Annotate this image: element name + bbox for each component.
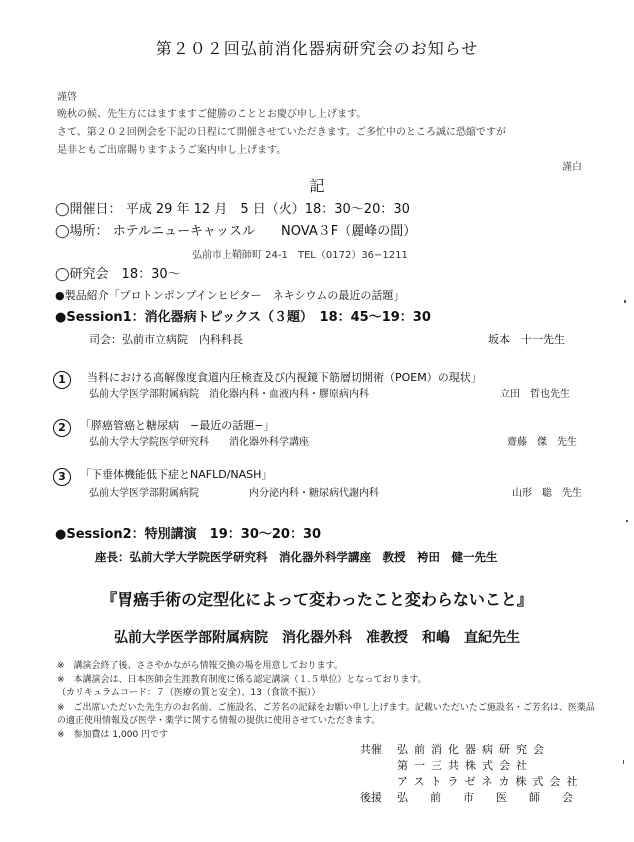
cohost-label: 共催 xyxy=(360,743,382,756)
note-2: ※ 本講演会は、日本医師会生涯教育制度に係る認定講演（１.５単位）となっております。 xyxy=(57,675,427,685)
talk-3-affiliation: 弘前大学医学部附属病院 内分泌内科・糖尿病代謝内科 xyxy=(89,488,379,499)
talk-2-affiliation: 弘前大学大学院医学研究科 消化器外科学講座 xyxy=(89,437,309,448)
talk-1-title: 当科における高解像度食道内圧検査及び内視鏡下筋層切開術（POEM）の現状」 xyxy=(87,371,482,384)
lecture-title: 『胃癌手術の定型化によって変わったこと変わらないこと』 xyxy=(101,590,533,609)
session2-chair: 座長：弘前大学大学院医学研究科 消化器外科学講座 教授 袴田 健一先生 xyxy=(95,550,498,564)
session1-heading: ●Session1：消化器病トピックス（３題） 18：45〜19：30 xyxy=(55,310,431,325)
greeting-line-2: さて、第２０２回例会を下記の日程にて開催させていただきます。ご多忙中のところ誠に恐縮ですが xyxy=(57,127,506,138)
talk-3-speaker: 山形 聡 先生 xyxy=(512,488,582,499)
event-product: ●製品紹介「プロトンポンプインヒビター ネキシウムの最近の話題」 xyxy=(55,289,405,302)
greeting-closing: 謹白 xyxy=(562,162,582,173)
talk-2-title: 「膵癌管癌と糖尿病 −最近の話題−」 xyxy=(80,419,275,432)
talk-2-speaker: 齋藤 傑 先生 xyxy=(507,437,577,448)
event-date-label: ◯開催日： xyxy=(55,202,122,217)
event-date-value: 平成 29 年 12 月 5 日（火）18：30〜20：30 xyxy=(125,202,410,217)
talk-3-number: 3 xyxy=(53,466,71,486)
talk-1-speaker: 立田 哲也先生 xyxy=(500,389,570,400)
talk-2-number: 2 xyxy=(53,417,71,437)
scan-speck xyxy=(623,760,624,764)
event-venue-label: ◯場所： xyxy=(55,224,109,239)
note-5: ※ 参加費は 1,000 円です xyxy=(57,730,169,740)
note-4: ※ ご出席いただいた先生方のお名前、ご施設名、ご芳名の記録をお願い申し上げます。記載いただいたご施設名・ご芳名は、医薬品の適正使用情報及び医学・薬学に関する情報の提供に使用させていただきます。 xyxy=(57,703,595,726)
ki-heading: 記 xyxy=(309,177,325,195)
lecture-speaker: 弘前大学医学部附属病院 消化器外科 准教授 和嶋 直紀先生 xyxy=(114,630,520,646)
page-title: 第２０２回弘前消化器病研究会のお知らせ xyxy=(155,39,479,58)
event-venue-value: ホテルニューキャッスル NOVA３F（麗峰の間） xyxy=(112,224,417,239)
cohost-2: 第一三共株式会社 xyxy=(397,759,533,772)
session1-chair-label: 司会：弘前市立病院 内科科長 xyxy=(89,333,243,346)
scan-speck xyxy=(624,300,626,303)
note-3: （カリキュラムコード：７（医療の質と安全）、13（食欲不振）） xyxy=(57,688,321,698)
talk-1-affiliation: 弘前大学医学部附属病院 消化器内科・血液内科・膠原病内科 xyxy=(89,389,369,400)
talk-1-number: 1 xyxy=(53,369,71,389)
event-date xyxy=(55,203,410,217)
event-venue xyxy=(55,225,416,239)
greeting-line-1: 晩秋の候、先生方にはますますご健勝のこととお慶び申し上げます。 xyxy=(57,109,367,120)
event-meeting: ◯研究会 18：30〜 xyxy=(55,267,181,282)
note-1: ※ 講演会終了後、ささやかながら情報交換の場を用意しております。 xyxy=(57,661,343,671)
event-address: 弘前市上鞘師町 24-1 TEL（0172）36−1211 xyxy=(192,250,408,261)
scan-speck xyxy=(626,520,628,522)
support-name: 弘前市医師会 xyxy=(397,791,595,804)
greeting-line-3: 是非ともご出席賜りますようご案内申し上げます。 xyxy=(57,145,287,156)
support-label: 後援 xyxy=(360,791,382,804)
greeting-opening: 謹啓 xyxy=(57,92,77,103)
session2-heading: ●Session2：特別講演 19：30〜20：30 xyxy=(55,527,322,542)
session1-chair-name: 坂本 十一先生 xyxy=(488,333,565,346)
cohost-1: 弘前消化器病研究会 xyxy=(397,743,550,756)
talk-3-title: 「下垂体機能低下症とNAFLD/NASH」 xyxy=(80,468,273,481)
cohost-3: アストラゼネカ株式会社 xyxy=(397,775,584,788)
